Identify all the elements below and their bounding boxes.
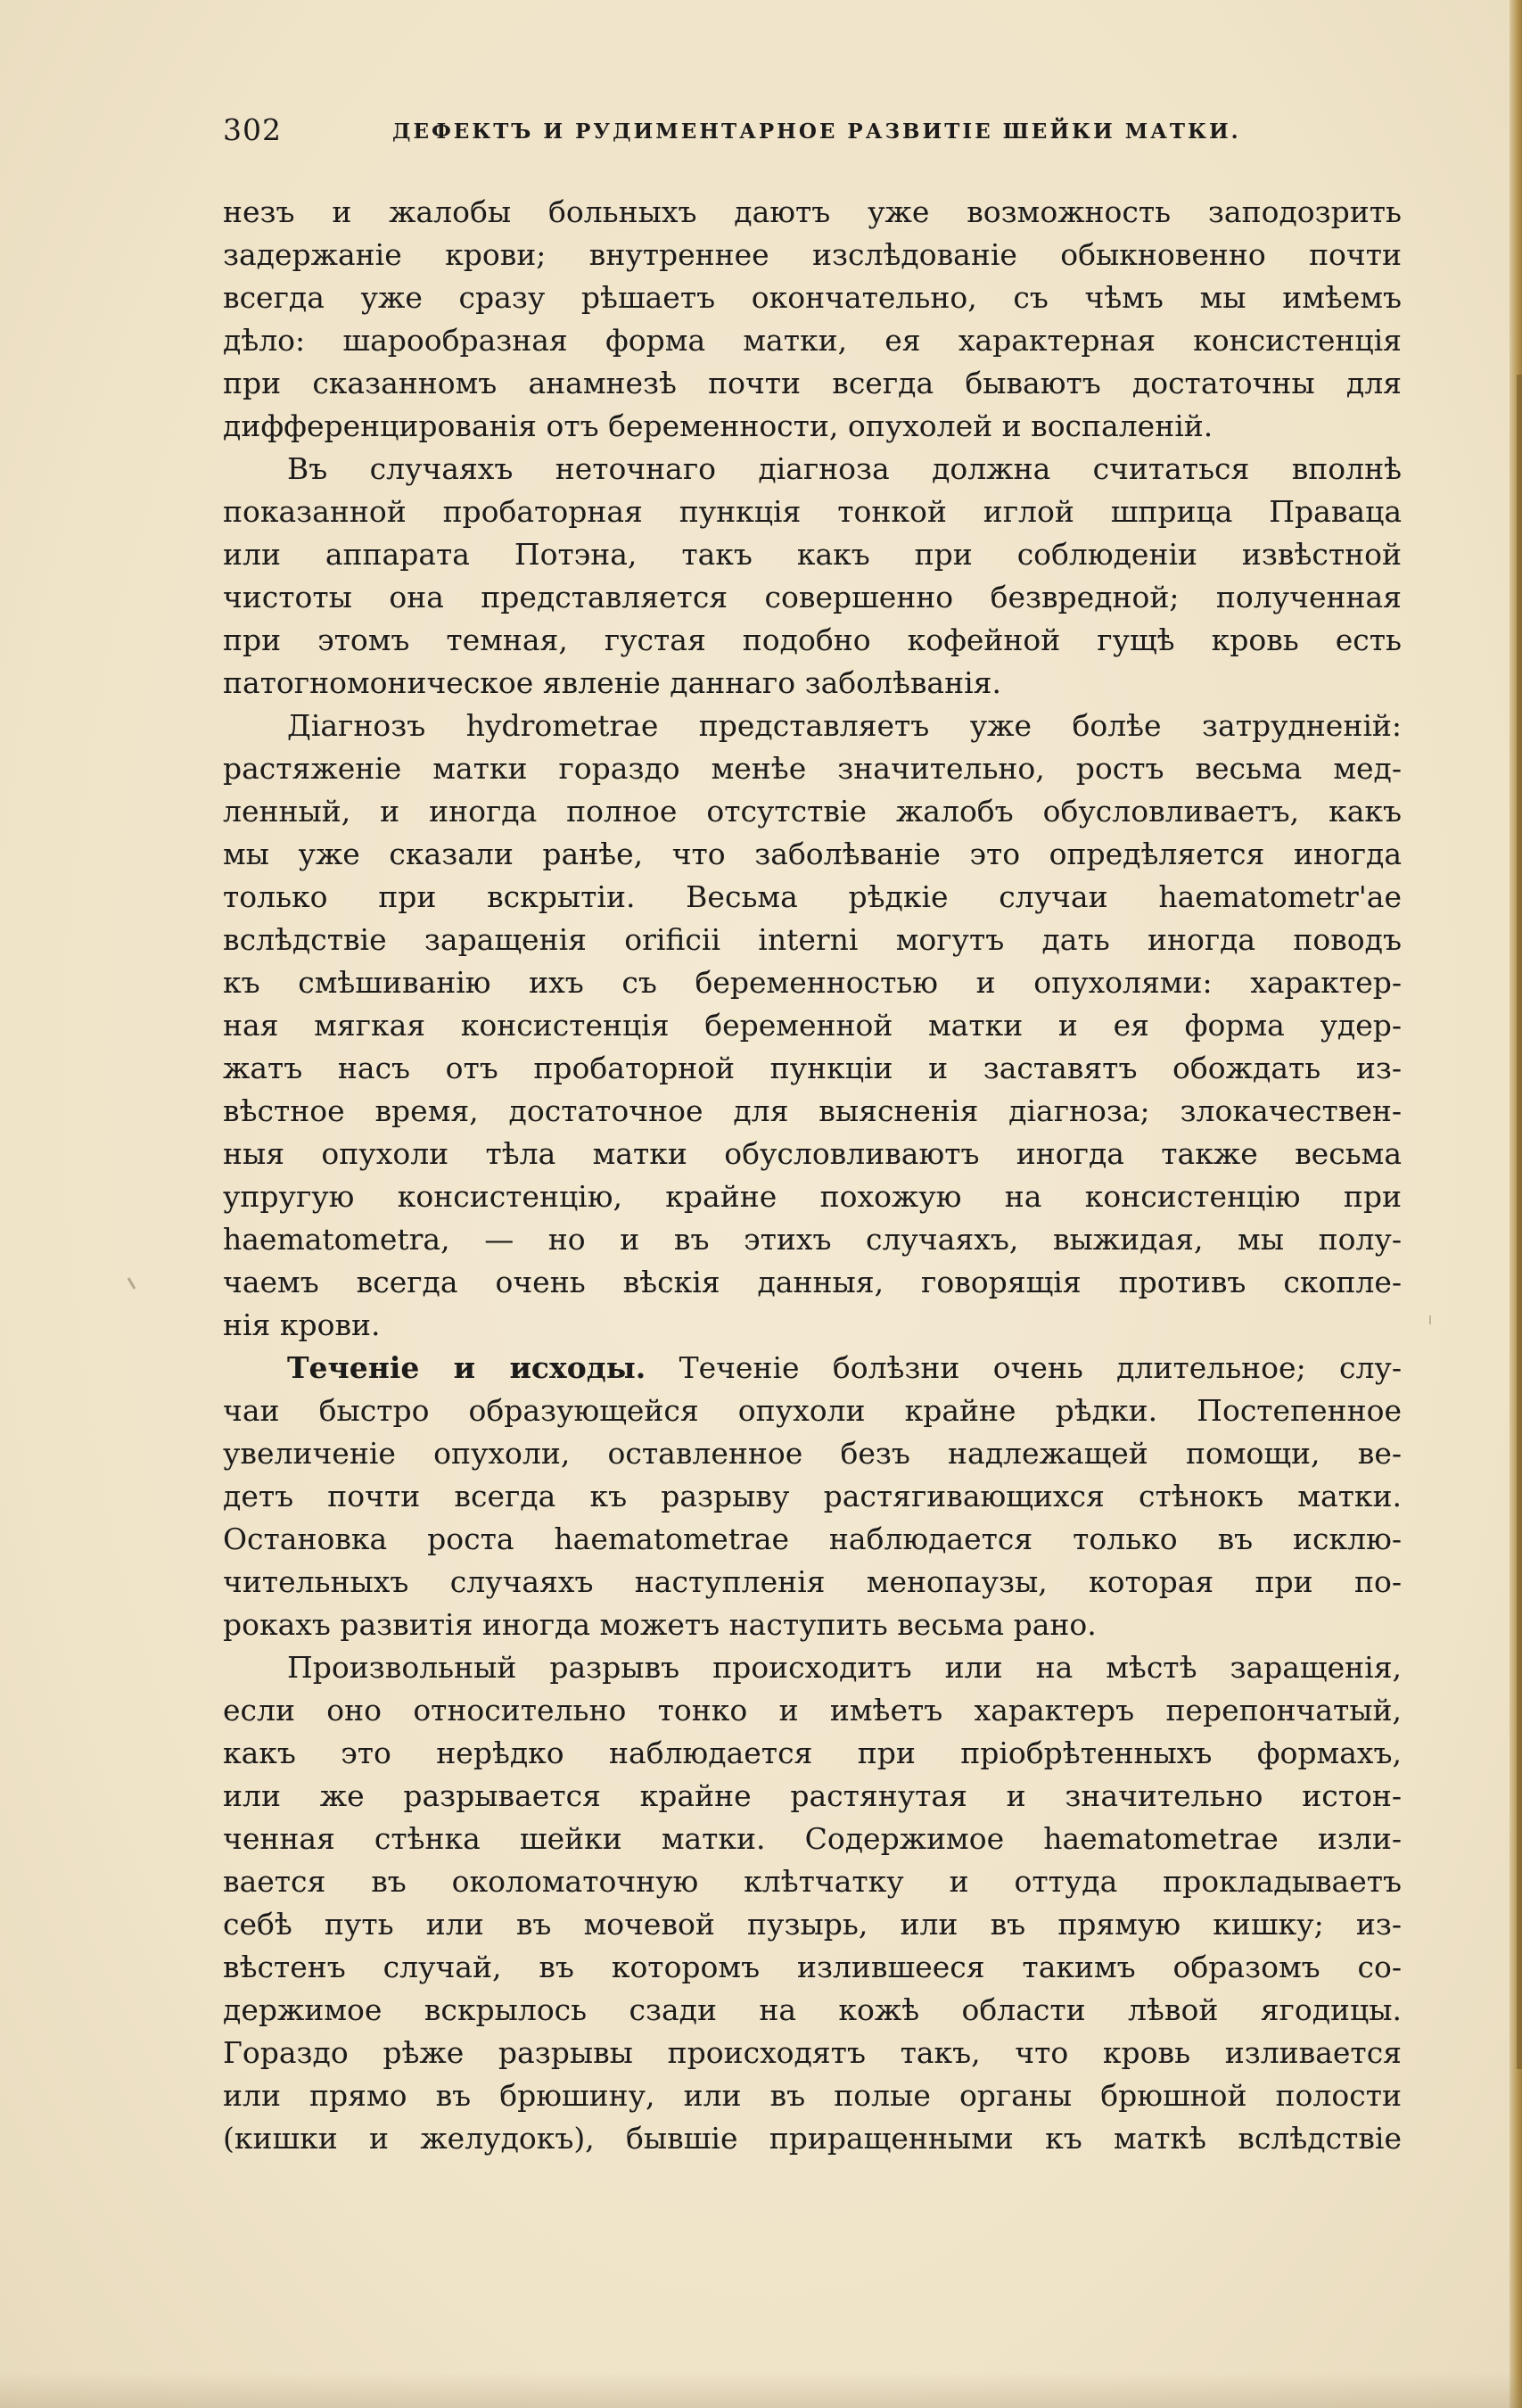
text-line: haematometra, — но и въ этихъ случаяхъ, выжидая, мы полу- — [223, 1222, 1402, 1257]
text-line: Остановка роста haematometrae наблюдается только въ исклю- — [223, 1521, 1402, 1556]
page-bottom-shade — [0, 2372, 1522, 2408]
text-line: или аппарата Потэна, такъ какъ при соблюденіи извѣстной — [223, 537, 1402, 572]
text-line — [223, 1347, 1402, 1390]
text-line: при сказанномъ анамнезѣ почти всегда бываютъ достаточны для — [223, 366, 1402, 400]
text-line: чительныхъ случаяхъ наступленія менопаузы, которая при по- — [223, 1564, 1402, 1599]
body-text — [223, 191, 1402, 2160]
text-line: вслѣдствіе заращенія orificii interni могутъ дать иногда поводъ — [223, 922, 1402, 957]
text-line: чаемъ всегда очень вѣскія данныя, говорящія противъ скопле- — [223, 1265, 1402, 1299]
text-line: (кишки и желудокъ), бывшіе приращенными къ маткѣ вслѣдствіе — [223, 2121, 1402, 2156]
text-line: Произвольный разрывъ происходитъ или на мѣстѣ заращенія, — [287, 1650, 1402, 1685]
text-line: мы уже сказали ранѣе, что заболѣваніе это опредѣляется иногда — [223, 837, 1402, 871]
text-line: Гораздо рѣже разрывы происходятъ такъ, что кровь изливается — [223, 2035, 1402, 2070]
text-line-fragment: Теченіе болѣзни очень длительное; слу- — [679, 1350, 1402, 1385]
text-line: ныя опухоли тѣла матки обусловливаютъ иногда также весьма — [223, 1136, 1402, 1171]
text-line: держимое вскрылось сзади на кожѣ области лѣвой ягодицы. — [223, 1992, 1402, 2027]
text-line: ченная стѣнка шейки матки. Содержимое haematometrae изли- — [223, 1821, 1402, 1856]
text-line: если оно относительно тонко и имѣетъ характеръ перепончатый, — [223, 1693, 1402, 1728]
text-line: жатъ насъ отъ пробаторной пункціи и заставятъ обождать из- — [223, 1051, 1402, 1085]
page-header — [223, 112, 1400, 152]
text-line: задержаніе крови; внутреннее изслѣдованіе обыкновенно почти — [223, 237, 1402, 272]
text-line: ленный, и иногда полное отсутствіе жалобъ обусловливаетъ, какъ — [223, 794, 1402, 829]
text-line: чистоты она представляется совершенно безвредной; полученная — [223, 580, 1402, 614]
text-line: себѣ путь или въ мочевой пузырь, или въ прямую кишку; из- — [223, 1907, 1402, 1942]
text-line: къ смѣшиванію ихъ съ беременностью и опухолями: характер- — [223, 965, 1402, 1000]
section-heading: Теченіе и исходы. — [287, 1350, 646, 1385]
text-line: чаи быстро образующейся опухоли крайне рѣдки. Постепенное — [223, 1393, 1402, 1428]
text-line: какъ это нерѣдко наблюдается при пріобрѣтенныхъ формахъ, — [223, 1736, 1402, 1770]
text-line: незъ и жалобы больныхъ даютъ уже возможность заподозрить — [223, 194, 1402, 229]
text-line: вѣстное время, достаточное для выясненія діагноза; злокачествен- — [223, 1093, 1402, 1128]
text-line: показанной пробаторная пункція тонкой иглой шприца Праваца — [223, 494, 1402, 529]
text-line: вается въ околоматочную клѣтчатку и оттуда прокладываетъ — [223, 1864, 1402, 1899]
text-line: дѣло: шарообразная форма матки, ея характерная консистенція — [223, 323, 1402, 358]
text-line: рокахъ развитія иногда можетъ наступить весьма рано. — [223, 1607, 1097, 1642]
text-line: упругую консистенцію, крайне похожую на консистенцію при — [223, 1179, 1402, 1214]
text-line: только при вскрытіи. Весьма рѣдкіе случаи haematometr'ae — [223, 879, 1402, 914]
text-line: вѣстенъ случай, въ которомъ излившееся такимъ образомъ со- — [223, 1950, 1402, 1984]
text-line: всегда уже сразу рѣшаетъ окончательно, съ чѣмъ мы имѣемъ — [223, 280, 1402, 315]
text-line: детъ почти всегда къ разрыву растягивающихся стѣнокъ матки. — [223, 1479, 1402, 1513]
text-line: патогномоническое явленіе даннаго заболѣванія. — [223, 665, 1001, 700]
text-line: ная мягкая консистенція беременной матки и ея форма удер- — [223, 1008, 1402, 1043]
text-line: растяженіе матки гораздо менѣе значительно, ростъ весьма мед- — [223, 751, 1402, 786]
running-title: ДЕФЕКТЪ И РУДИМЕНТАРНОЕ РАЗВИТІЕ ШЕЙКИ МАТКИ. — [392, 120, 1241, 144]
stray-ink-mark — [128, 1277, 136, 1290]
text-line: или же разрывается крайне растянутая и значительно истон- — [223, 1778, 1402, 1813]
text-line: Діагнозъ hydrometrae представляетъ уже болѣе затрудненій: — [287, 708, 1402, 743]
text-line: при этомъ темная, густая подобно кофейной гущѣ кровь есть — [223, 623, 1402, 657]
page-binding-shadow — [1517, 375, 1522, 2069]
stray-ink-mark — [1429, 1315, 1431, 1324]
text-line: Въ случаяхъ неточнаго діагноза должна считаться вполнѣ — [287, 451, 1402, 486]
text-line: увеличеніе опухоли, оставленное безъ надлежащей помощи, ве- — [223, 1436, 1402, 1471]
page-number: 302 — [223, 112, 282, 147]
text-line: или прямо въ брюшину, или въ полые органы брюшной полости — [223, 2078, 1402, 2113]
text-line: дифференцированія отъ беременности, опухолей и воспаленій. — [223, 408, 1213, 443]
text-line: нія крови. — [223, 1307, 381, 1342]
